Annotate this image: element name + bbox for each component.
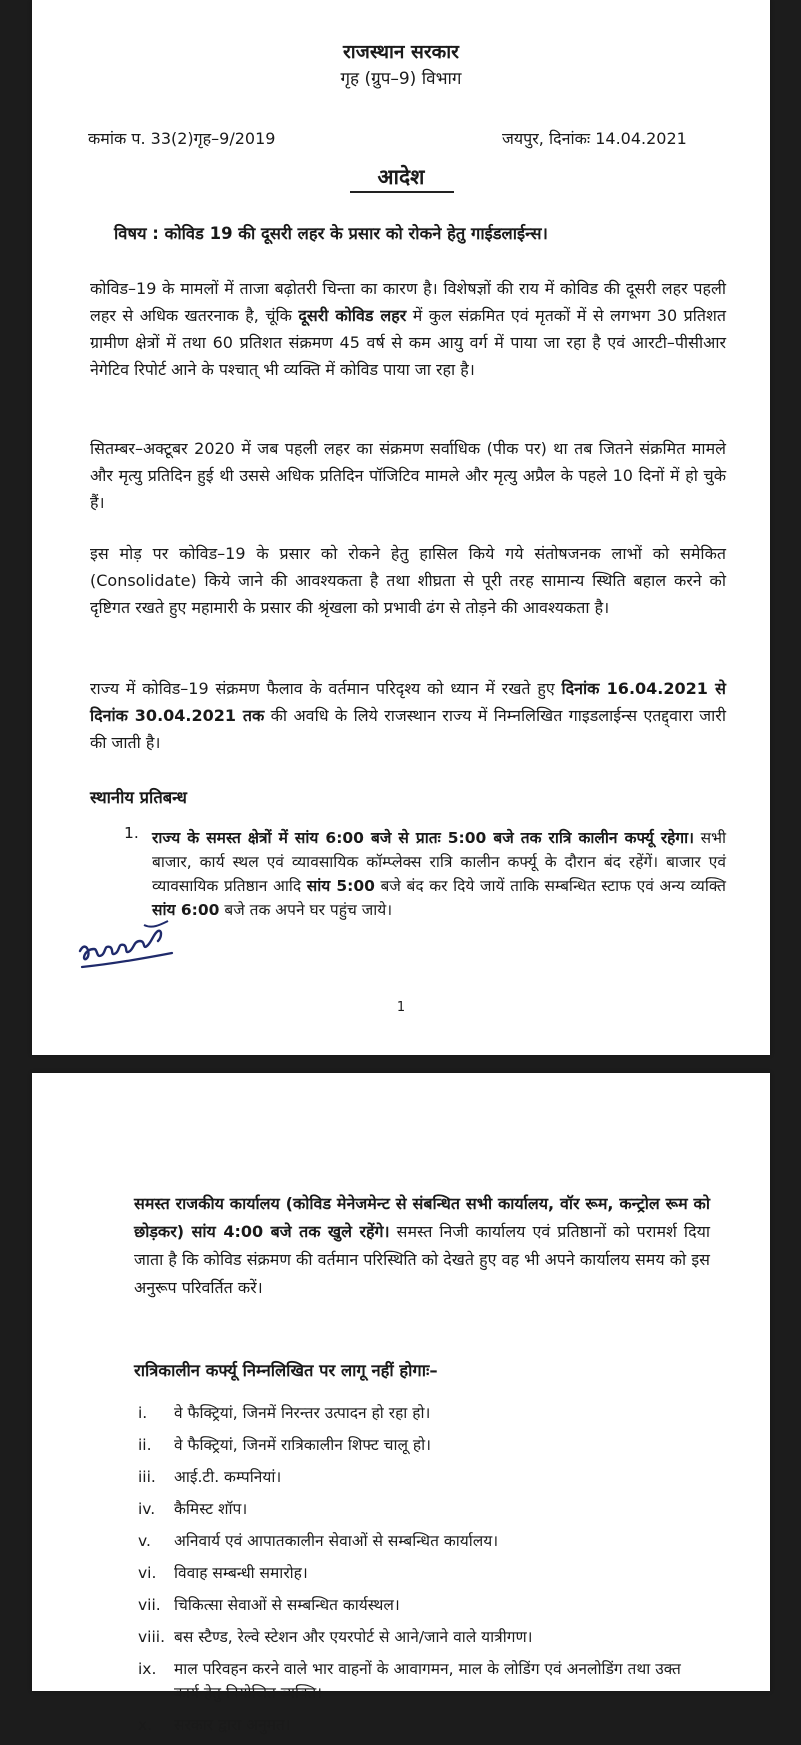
continuation-paragraph: समस्त राजकीय कार्यालय (कोविड मेनेजमेन्ट से संबन्धित सभी कार्यालय, वॉर रूम, कन्ट्रोल रूम को छोड़कर) सांय 4:00 बजे तक खुले रहेंगे। समस्त निजी कार्यालय एवं प्रतिष्ठानों को परामर्श दिया जाता है कि कोविड संक्रमण की वर्तमान परिस्थिति को देखते हुए वह भी अपने कार्यालय समय को इस अनुरूप परिवर्तित करें। xyxy=(134,1194,710,1297)
list-item: i. वे फैक्ट्रियां, जिनमें निरन्तर उत्पादन हो रहा हो। xyxy=(138,1404,431,1422)
signature-image xyxy=(72,915,182,989)
restriction-item-1: राज्य के समस्त क्षेत्रों में सांय 6:00 बजे से प्रातः 5:00 बजे तक रात्रि कालीन कर्फ्यू रहेगा। सभी बाजार, कार्य स्थल एवं व्यावसायिक कॉम्प्लेक्स रात्रि कालीन कर्फ्यू के दौरान बंद रहेंगें। बाजार एवं व्यावसायिक प्रतिष्ठान आदि सांय 5:00 बजे बंद कर दिये जायें ताकि सम्बन्धित स्टाफ एवं अन्य व्यक्ति सांय 6:00 बजे तक अपने घर पहुंच जाये। xyxy=(152,829,727,919)
paragraph-3: इस मोड़ पर कोविड–19 के प्रसार को रोकने हेतु हासिल किये गये संतोषजनक लाभों को समेकित (Consolidate) किये जाने की आवश्यकता है तथा शीघ्रता से पूरी तरह सामान्य स्थिति बहाल करने को दृष्टिगत रखते हुए महामारी के प्रसार की श्रृंखला को प्रभावी ढंग से तोड़ने की आवश्यकता है। xyxy=(90,544,726,617)
list-item: v. अनिवार्य एवं आपातकालीन सेवाओं से सम्बन्धित कार्यालय। xyxy=(138,1532,499,1550)
exemptions-heading: रात्रिकालीन कर्फ्यू निम्नलिखित पर लागू नहीं होगाः– xyxy=(134,1361,438,1380)
list-item: x. सरकार द्वारा अनुमत। xyxy=(138,1716,291,1734)
paragraph-2: सितम्बर–अक्टूबर 2020 में जब पहली लहर का संक्रमण सर्वाधिक (पीक पर) था तब जितने संक्रमित मामले और मृत्यु प्रतिदिन हुई थी उससे अधिक प्रतिदिन पॉजिटिव मामले और मृत्यु अप्रैल के पहले 10 दिनों में हो चुके हैं। xyxy=(90,439,726,512)
list-item: vi. विवाह सम्बन्धी समारोह। xyxy=(138,1564,308,1582)
subject-line: विषय : कोविड 19 की दूसरी लहर के प्रसार को रोकने हेतु गाईडलाईन्स। xyxy=(114,224,548,243)
list-item: vii. चिकित्सा सेवाओं से सम्बन्धित कार्यस्थल। xyxy=(138,1596,400,1614)
page-number: 1 xyxy=(396,1000,406,1015)
order-title-underline xyxy=(350,191,454,193)
list-item: iv. कैमिस्ट शॉप। xyxy=(138,1500,248,1518)
place-date: जयपुर, दिनांकः 14.04.2021 xyxy=(502,129,687,148)
paragraph-4: राज्य में कोविड–19 संक्रमण फैलाव के वर्तमान परिदृश्य को ध्यान में रखते हुए दिनांक 16.04.2021 से दिनांक 30.04.2021 तक की अवधि के लिये राजस्थान राज्य में निम्नलिखित गाइडलाईन्स एतद्द्वारा जारी की जाती है। xyxy=(90,679,726,752)
list-item: ix. माल परिवहन करने वाले भार वाहनों के आवागमन, माल के लोडिंग एवं अनलोडिंग तथा उक्त कार्य हेतु नियोजित व्यक्ति। xyxy=(138,1660,681,1702)
order-title: आदेश xyxy=(377,165,425,189)
list-item: ii. वे फैक्ट्रियां, जिनमें रात्रिकालीन शिफ्ट चालू हो। xyxy=(138,1436,432,1454)
section-heading-local-restrictions: स्थानीय प्रतिबन्ध xyxy=(90,788,187,807)
list-item: viii. बस स्टैण्ड, रेल्वे स्टेशन और एयरपोर्ट से आने/जाने वाले यात्रीगण। xyxy=(138,1628,533,1646)
document-page-1 xyxy=(32,0,770,1055)
list-item: iii. आई.टी. कम्पनियां। xyxy=(138,1468,282,1486)
government-title: राजस्थान सरकार xyxy=(343,41,459,63)
department-name: गृह (ग्रुप–9) विभाग xyxy=(340,69,462,89)
reference-number: कमांक प. 33(2)गृह–9/2019 xyxy=(88,129,276,148)
exemptions-list xyxy=(138,1401,698,1745)
item-number: 1. xyxy=(124,824,139,842)
paragraph-1: कोविड–19 के मामलों में ताजा बढ़ोतरी चिन्ता का कारण है। विशेषज्ञों की राय में कोविड की दूसरी लहर पहली लहर से अधिक खतरनाक है, चूंकि दूसरी कोविड लहर में कुल संक्रमित एवं मृतकों में से लगभग 30 प्रतिशत ग्रामीण क्षेत्रों में तथा 60 प्रतिशत संक्रमण 45 वर्ष से कम आयु वर्ग में पाया जा रहा है एवं आरटी–पीसीआर नेगेटिव रिपोर्ट आने के पश्चात् भी व्यक्ति में कोविड पाया जा रहा है। xyxy=(90,279,726,379)
